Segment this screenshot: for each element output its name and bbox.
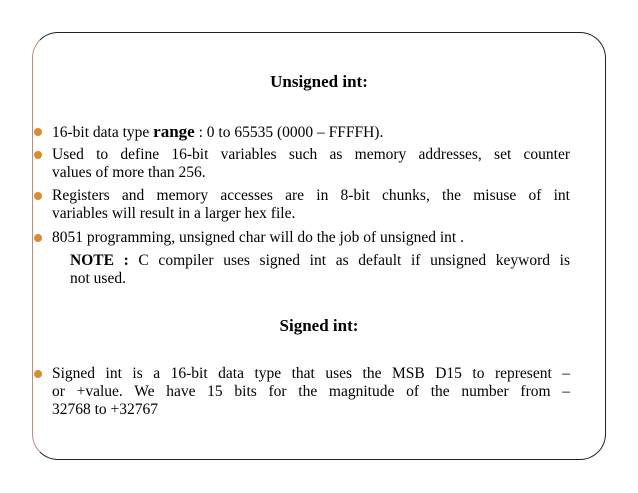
note-label: NOTE : bbox=[70, 252, 129, 269]
note-line-1: C compiler uses signed int as default if unsigned keyword is bbox=[128, 252, 570, 269]
range-keyword: range bbox=[153, 122, 195, 141]
bullet-dot-icon bbox=[34, 128, 42, 136]
registers-line-2: variables will result in a larger hex file. bbox=[52, 205, 296, 222]
usage-line-2: values of more than 256. bbox=[52, 164, 206, 181]
range-text-pre: 16-bit data type bbox=[52, 124, 154, 141]
unsigned-bullet-usage bbox=[52, 146, 570, 182]
bullet-dot-icon bbox=[34, 151, 42, 159]
signed-bullet-description bbox=[52, 365, 570, 419]
registers-line-1: Registers and memory accesses are in 8-bit chunks, the misuse of int bbox=[52, 187, 570, 204]
signed-line-3: 32768 to +32767 bbox=[52, 401, 159, 418]
bullet-dot-icon bbox=[34, 192, 42, 200]
signed-int-heading: Signed int: bbox=[279, 316, 359, 335]
unsigned-int-heading: Unsigned int: bbox=[270, 72, 368, 91]
range-text-post: : 0 to 65535 (0000 – FFFFH). bbox=[194, 124, 384, 141]
8051-line: 8051 programming, unsigned char will do the job of unsigned int . bbox=[52, 229, 464, 246]
compiler-note bbox=[70, 252, 570, 288]
signed-line-1: Signed int is a 16-bit data type that uses the MSB D15 to represent – bbox=[52, 365, 570, 382]
unsigned-bullet-range bbox=[52, 123, 570, 142]
unsigned-bullet-8051 bbox=[52, 229, 570, 247]
signed-line-2: or +value. We have 15 bits for the magnitude of the number from – bbox=[52, 383, 570, 400]
bullet-dot-icon bbox=[34, 234, 42, 242]
note-line-2: not used. bbox=[70, 270, 126, 287]
bullet-dot-icon bbox=[34, 370, 42, 378]
unsigned-bullet-registers bbox=[52, 187, 570, 223]
usage-line-1: Used to define 16-bit variables such as memory addresses, set counter bbox=[52, 146, 570, 163]
